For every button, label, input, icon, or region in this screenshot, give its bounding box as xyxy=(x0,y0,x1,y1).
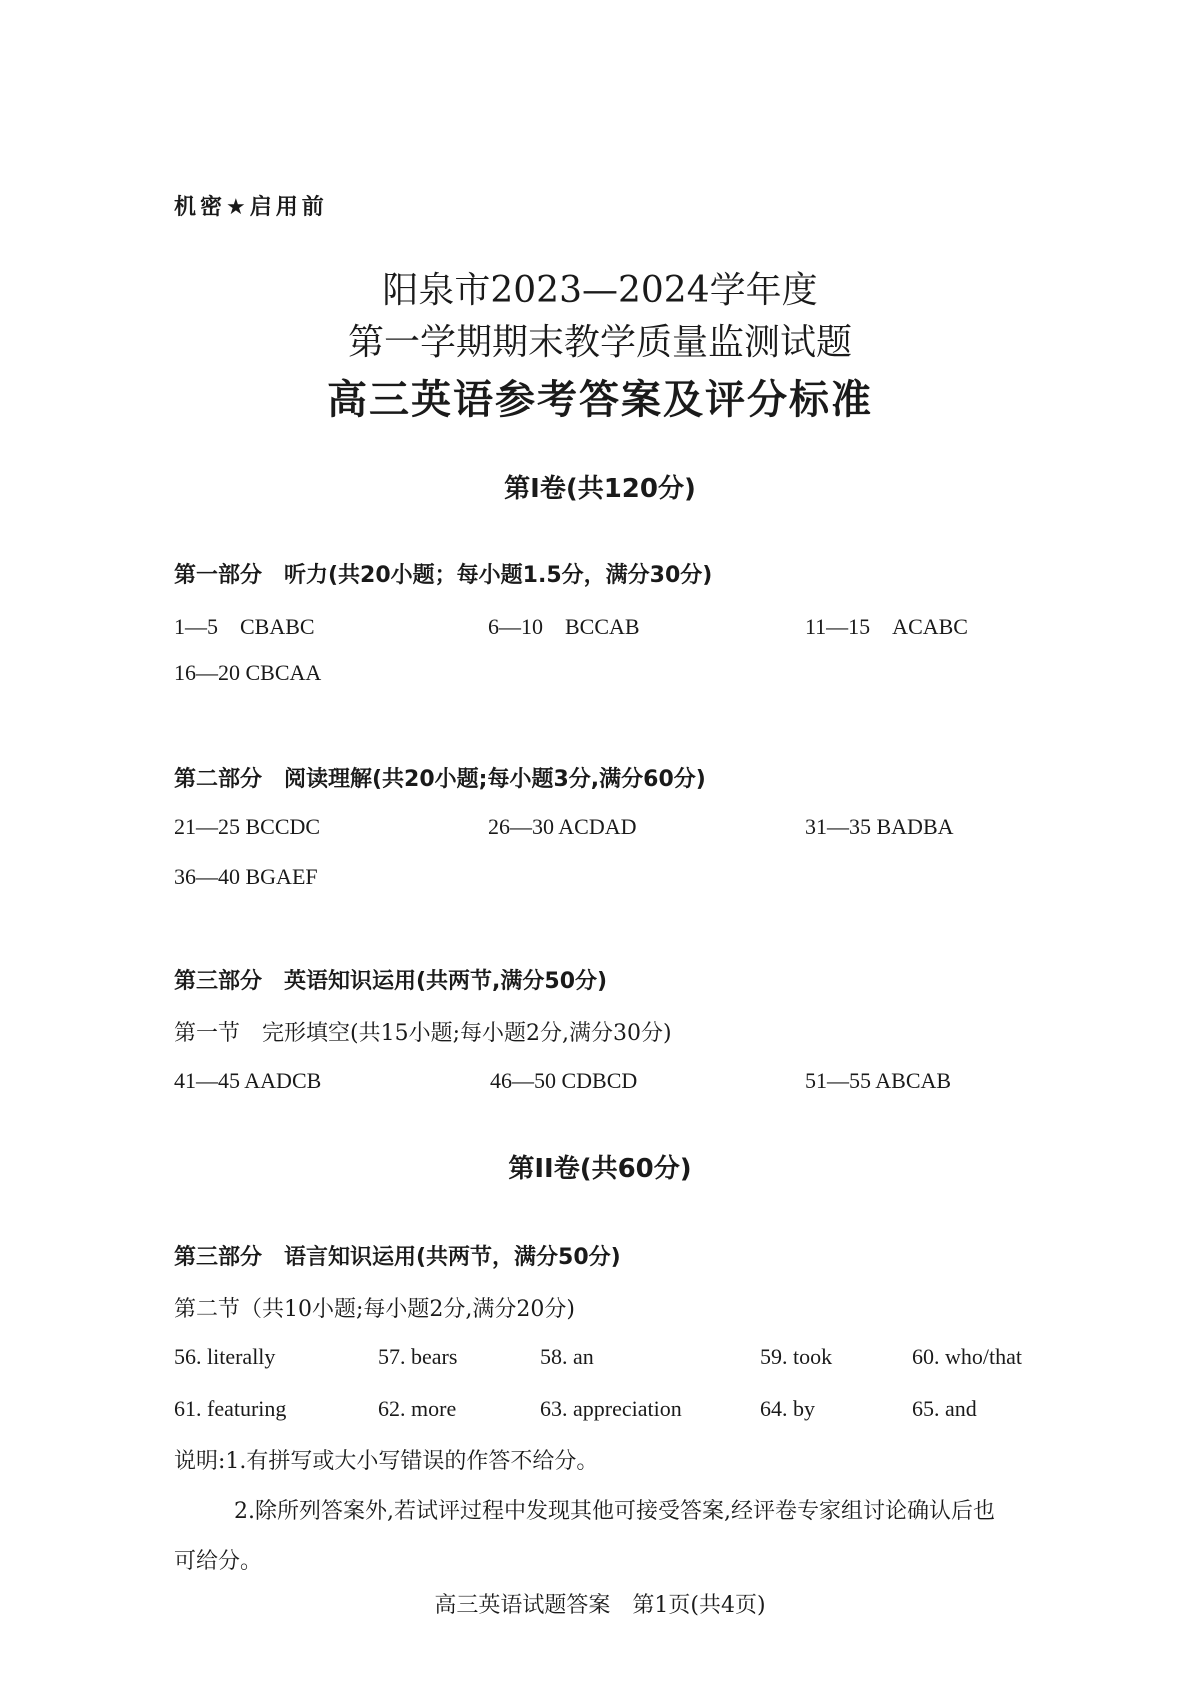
note-2-line-2: 可给分。 xyxy=(174,1549,263,1574)
answer-group: 51—55 ABCAB xyxy=(805,1068,952,1093)
note-1: 说明:1.有拼写或大小写错误的作答不给分。 xyxy=(174,1449,599,1474)
answer-group: 6—10 BCCAB xyxy=(488,614,640,639)
answer-group: 31—35 BADBA xyxy=(805,814,954,839)
volume-2-heading: 第II卷(共60分) xyxy=(508,1154,692,1184)
section-1-heading: 第一节 完形填空(共15小题;每小题2分,满分30分) xyxy=(174,1021,672,1046)
page-footer: 高三英语试题答案 第1页(共4页) xyxy=(434,1593,766,1618)
answer-item: 63. appreciation xyxy=(540,1396,682,1421)
answer-group: 16—20 CBCAA xyxy=(174,660,322,685)
note-2-line-1: 2.除所列答案外,若试评过程中发现其他可接受答案,经评卷专家组讨论确认后也 xyxy=(234,1499,995,1524)
answer-item: 59. took xyxy=(760,1344,833,1369)
confidential-label: 机密★启用前 xyxy=(174,195,328,220)
answer-item: 61. featuring xyxy=(174,1396,287,1421)
part-3-heading-vol2: 第三部分 语言知识运用(共两节，满分50分) xyxy=(174,1245,621,1270)
answer-group: 21—25 BCCDC xyxy=(174,814,321,839)
answer-group: 11—15 ACABC xyxy=(805,614,968,639)
answer-item: 62. more xyxy=(378,1396,457,1421)
part-1-heading: 第一部分 听力(共20小题；每小题1.5分，满分30分) xyxy=(174,563,713,588)
answer-group: 46—50 CDBCD xyxy=(490,1068,638,1093)
section-2-heading: 第二节（共10小题;每小题2分,满分20分) xyxy=(174,1297,575,1322)
answer-group: 41—45 AADCB xyxy=(174,1068,322,1093)
answer-group: 26—30 ACDAD xyxy=(488,814,637,839)
title-line-1: 阳泉市2023—2024学年度 xyxy=(382,270,818,311)
answer-item: 65. and xyxy=(912,1396,977,1421)
title-line-2: 第一学期期末教学质量监测试题 xyxy=(347,322,852,363)
answer-item: 64. by xyxy=(760,1396,815,1421)
answer-group: 36—40 BGAEF xyxy=(174,864,318,889)
answer-item: 56. literally xyxy=(174,1344,276,1369)
answer-group: 1—5 CBABC xyxy=(174,614,315,639)
document-title: 高三英语参考答案及评分标准 xyxy=(327,377,873,423)
volume-1-heading: 第I卷(共120分) xyxy=(504,474,696,504)
answer-item: 57. bears xyxy=(378,1344,458,1369)
answer-item: 60. who/that xyxy=(912,1344,1022,1369)
part-3-heading: 第三部分 英语知识运用(共两节,满分50分) xyxy=(174,969,608,994)
answer-item: 58. an xyxy=(540,1344,594,1369)
part-2-heading: 第二部分 阅读理解(共20小题;每小题3分,满分60分) xyxy=(174,767,706,792)
